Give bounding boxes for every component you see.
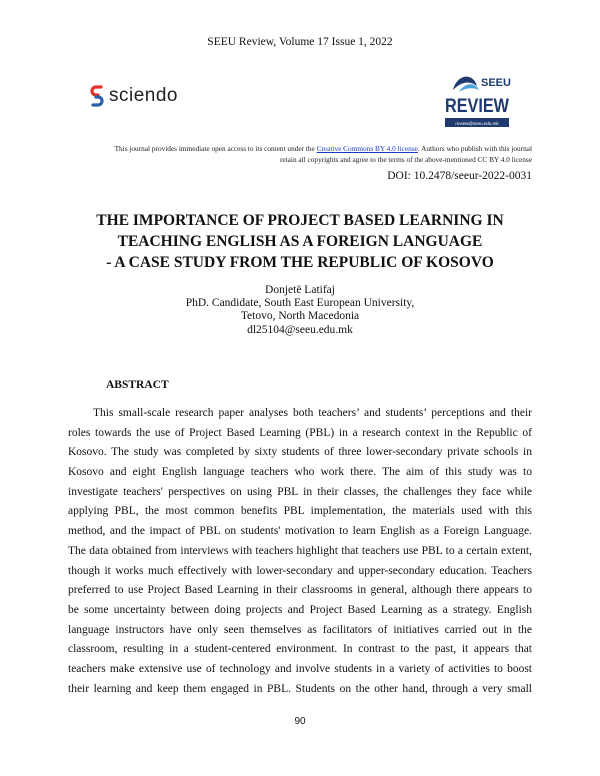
abstract-line: method, and the impact of PBL on students' motivation to learn English as a Foreign Language. xyxy=(68,525,532,538)
abstract-line: language instructors have only seen themselves as facilitators of initiatives carried out in the xyxy=(68,623,532,636)
license-text-line2: retain all copyrights and agree to the terms of the above-mentioned CC BY 4.0 license xyxy=(279,155,532,164)
abstract-line: teachers make extensive use of technology and involve students in a variety of activities to boost xyxy=(68,662,532,675)
seeu-logo-top: SEEU xyxy=(481,77,511,89)
license-text-post: . Authors who publish with this journal xyxy=(417,144,532,153)
abstract-line: This small-scale research paper analyses both teachers’ and students’ perceptions and their xyxy=(93,407,532,419)
seeu-logo-sub: review@seeu.edu.mk xyxy=(455,121,499,126)
license-text-pre: This journal provides immediate open access to its content under the xyxy=(114,144,317,153)
cc-license-link[interactable]: Creative Commons BY 4.0 license xyxy=(316,144,418,153)
author-location: Tetovo, North Macedonia xyxy=(240,310,360,323)
abstract-line: investigate teachers' perspectives on using PBL in their classes, the challenges they face while xyxy=(68,485,532,498)
running-head: SEEU Review, Volume 17 Issue 1, 2022 xyxy=(207,36,393,48)
abstract-line: be some uncertainty between doing projects and Project Based Learning as a strategy. English xyxy=(68,603,532,616)
abstract-line: Kosovo and eight English language teachers who work there. The aim of this study was to xyxy=(68,466,532,479)
seeu-logo-main: REVIEW xyxy=(445,96,510,117)
abstract-heading: ABSTRACT xyxy=(106,379,169,391)
paper-title xyxy=(40,210,560,273)
title-line: THE IMPORTANCE OF PROJECT BASED LEARNING IN xyxy=(96,212,504,229)
sciendo-mark-icon xyxy=(90,85,104,107)
doi: DOI: 10.2478/seeur-2022-0031 xyxy=(387,170,532,182)
abstract-line: classroom, resulting in a student-centered environment. In contrast to the past, it appears that xyxy=(68,643,532,656)
seeu-review-logo xyxy=(443,68,533,136)
license-notice xyxy=(70,143,532,165)
author-affiliation: PhD. Candidate, South East European University, xyxy=(185,297,415,310)
abstract-line: Kosovo. The study was completed by sixty students of three lower-secondary private schools in xyxy=(68,446,532,459)
title-line: TEACHING ENGLISH AS A FOREIGN LANGUAGE xyxy=(117,233,483,250)
sciendo-logo xyxy=(90,85,178,107)
author-block xyxy=(100,284,500,337)
abstract-line: their learning and keep them engaged in PBL. Students on the other hand, through a very small xyxy=(68,682,532,695)
author-email: dl25104@seeu.edu.mk xyxy=(247,323,353,336)
sciendo-wordmark: sciendo xyxy=(109,85,178,106)
abstract-body xyxy=(68,404,532,699)
abstract-line: though it works much effectively with lower-secondary and upper-secondary education. Teachers xyxy=(68,564,532,577)
author-name: Donjetë Latifaj xyxy=(265,284,335,296)
abstract-line: applying PBL, the most common benefits PBL implementation, the materials used with this xyxy=(68,505,532,518)
page-number: 90 xyxy=(294,716,306,727)
abstract-line: The data obtained from interviews with teachers highlight that teachers use PBL to a certain extent, xyxy=(68,544,532,557)
abstract-line: roles towards the use of Project Based Learning (PBL) in a research context in the Republic of xyxy=(68,426,532,439)
title-line: - A CASE STUDY FROM THE REPUBLIC OF KOSOVO xyxy=(106,254,494,271)
abstract-line: preferred to use Project Based Learning in their classrooms in general, although there appears to xyxy=(68,584,532,597)
